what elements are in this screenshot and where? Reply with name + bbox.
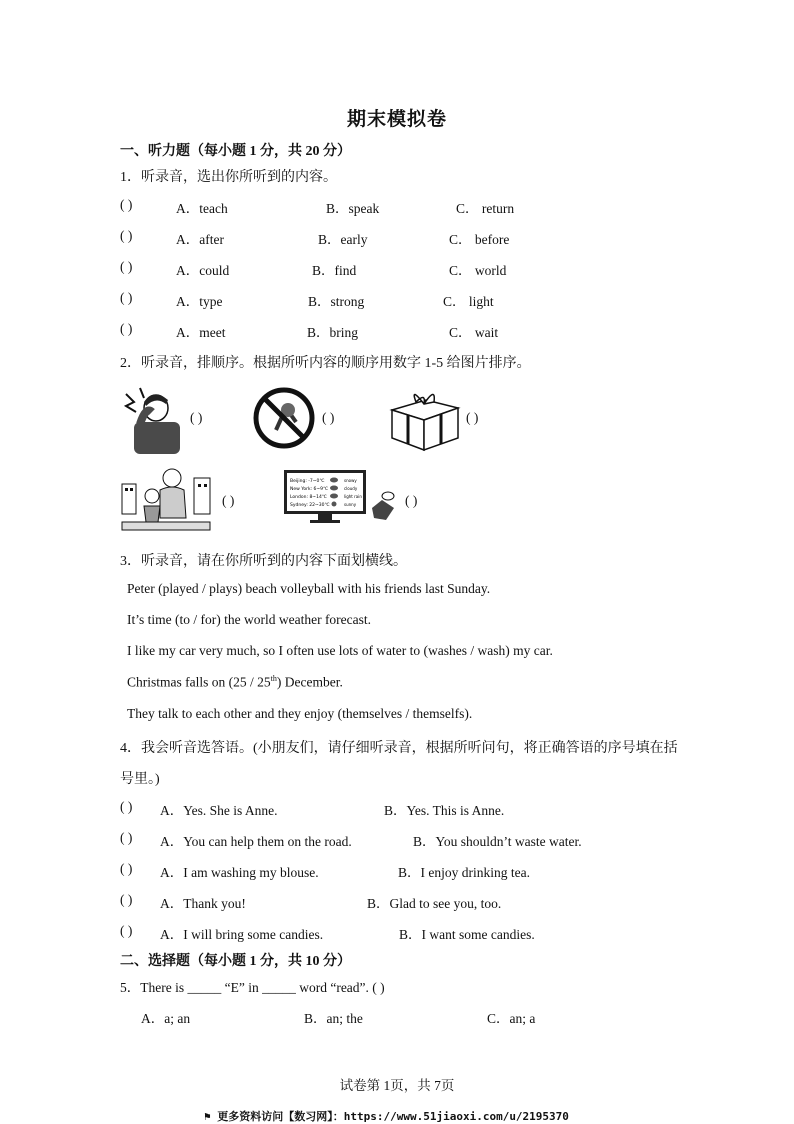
option-c[interactable]: C． before (449, 232, 510, 247)
option-b[interactable]: B．bring (307, 325, 359, 340)
question-1-stem: 1．听录音，选出你所听到的内容。 (120, 170, 337, 185)
option-c[interactable]: C． wait (449, 325, 499, 340)
option-b[interactable]: B．I enjoy drinking tea. (398, 865, 530, 880)
page-footer: 试卷第 1页，共 7页 (339, 1078, 455, 1093)
option-a[interactable]: A．meet (176, 325, 226, 340)
section-1-heading: 一、听力题（每小题 1 分，共 20 分） (120, 144, 351, 159)
answer-bracket[interactable]: ( ) (120, 892, 133, 907)
option-a[interactable]: A．could (176, 263, 230, 278)
option-a[interactable]: A．I will bring some candies. (160, 927, 324, 942)
q3-sentence-2[interactable]: It’s time (to / for) the world weather forecast. (127, 612, 372, 627)
weather-word-3: light rain (344, 494, 362, 499)
option-c[interactable]: C． world (449, 263, 507, 278)
q5-option-c[interactable]: C．an; a (487, 1011, 536, 1026)
headache-man-picture (120, 384, 182, 454)
source-footer-text: 更多资料访问【数习网】：https://www.51jiaoxi.com/u/2195370 (217, 1110, 569, 1123)
answer-bracket[interactable]: ( ) (120, 259, 133, 274)
no-fireworks-sign-picture (252, 386, 316, 450)
answer-bracket[interactable]: ( ) (120, 228, 133, 243)
weather-line-3: London: 8~14℃ (290, 495, 327, 500)
q3-sentence-4-pre: Christmas falls on (25 / 25 (127, 674, 271, 690)
weather-word-4: sunny (344, 502, 357, 507)
flag-icon: ⚑ (204, 1110, 218, 1123)
answer-bracket[interactable]: ( ) (120, 799, 133, 814)
q3-sentence-5[interactable]: They talk to each other and they enjoy (themselves / themselfs). (127, 706, 473, 721)
option-a[interactable]: A．teach (176, 201, 228, 216)
answer-bracket[interactable]: ( ) (120, 290, 133, 305)
weather-line-1: Beijing: -7~0℃ (290, 479, 325, 484)
option-a[interactable]: A．Yes. She is Anne. (160, 803, 278, 818)
weather-forecast-tv-picture (282, 468, 400, 528)
picture-1-answer[interactable]: ( ) (190, 410, 203, 425)
question-3-stem: 3．听录音，请在你所听到的内容下面划横线。 (120, 554, 407, 569)
option-a[interactable]: A．You can help them on the road. (160, 834, 352, 849)
option-b[interactable]: B．Yes. This is Anne. (384, 803, 505, 818)
option-a[interactable]: A．type (176, 294, 223, 309)
weather-word-2: cloudy (344, 486, 358, 491)
picture-3-answer[interactable]: ( ) (466, 410, 479, 425)
answer-bracket[interactable]: ( ) (120, 321, 133, 336)
option-a[interactable]: A．I am washing my blouse. (160, 865, 319, 880)
option-a[interactable]: A．Thank you! (160, 896, 246, 911)
section-2-heading: 二、选择题（每小题 1 分，共 10 分） (120, 954, 351, 969)
page-title: 期末模拟卷 (346, 109, 447, 130)
weather-line-2: New York: 6~9℃ (290, 487, 329, 492)
q3-sentence-3[interactable]: I like my car very much, so I often use lots of water to (washes / wash) my car. (127, 643, 553, 658)
source-footer[interactable] (204, 1108, 569, 1124)
option-b[interactable]: B．I want some candies. (399, 927, 535, 942)
option-c[interactable]: C． light (443, 294, 494, 309)
answer-bracket[interactable]: ( ) (120, 861, 133, 876)
picture-5-answer[interactable]: ( ) (405, 493, 418, 508)
q3-sentence-4[interactable] (127, 674, 343, 691)
weather-line-4: Sydney: 22~30℃ (290, 503, 330, 508)
question-4-stem-line-1: 4．我会听音选答语。(小朋友们，请仔细听录音，根据所听问句，将正确答语的序号填在括 (120, 741, 678, 756)
option-c[interactable]: C． return (456, 201, 515, 216)
q5-option-a[interactable]: A．a; an (141, 1011, 191, 1026)
question-4-stem-line-2: 号里。) (120, 772, 160, 787)
option-b[interactable]: B．early (318, 232, 368, 247)
option-b[interactable]: B．strong (308, 294, 365, 309)
question-2-stem: 2．听录音，排顺序。根据所听内容的顺序用数字 1-5 给图片排序。 (120, 356, 531, 371)
option-a[interactable]: A．after (176, 232, 224, 247)
picture-4-answer[interactable]: ( ) (222, 493, 235, 508)
q5-option-b[interactable]: B．an; the (304, 1011, 363, 1026)
gift-box-picture (386, 382, 462, 452)
option-b[interactable]: B．Glad to see you, too. (367, 896, 502, 911)
option-b[interactable]: B．You shouldn’t waste water. (413, 834, 582, 849)
answer-bracket[interactable]: ( ) (120, 830, 133, 845)
option-b[interactable]: B．speak (326, 201, 380, 216)
picture-2-answer[interactable]: ( ) (322, 410, 335, 425)
question-5-stem: 5．There is _____ “E” in _____ word “read”. ( ) (120, 980, 385, 995)
answer-bracket[interactable]: ( ) (120, 923, 133, 938)
family-street-picture (120, 466, 212, 532)
weather-word-1: snowy (344, 478, 357, 483)
option-b[interactable]: B．find (312, 263, 357, 278)
q3-sentence-1[interactable]: Peter (played / plays) beach volleyball with his friends last Sunday. (127, 581, 491, 596)
q3-sentence-4-post: ) December. (276, 674, 343, 690)
answer-bracket[interactable]: ( ) (120, 197, 133, 212)
q3-sentence-4-sup: th (270, 674, 277, 683)
